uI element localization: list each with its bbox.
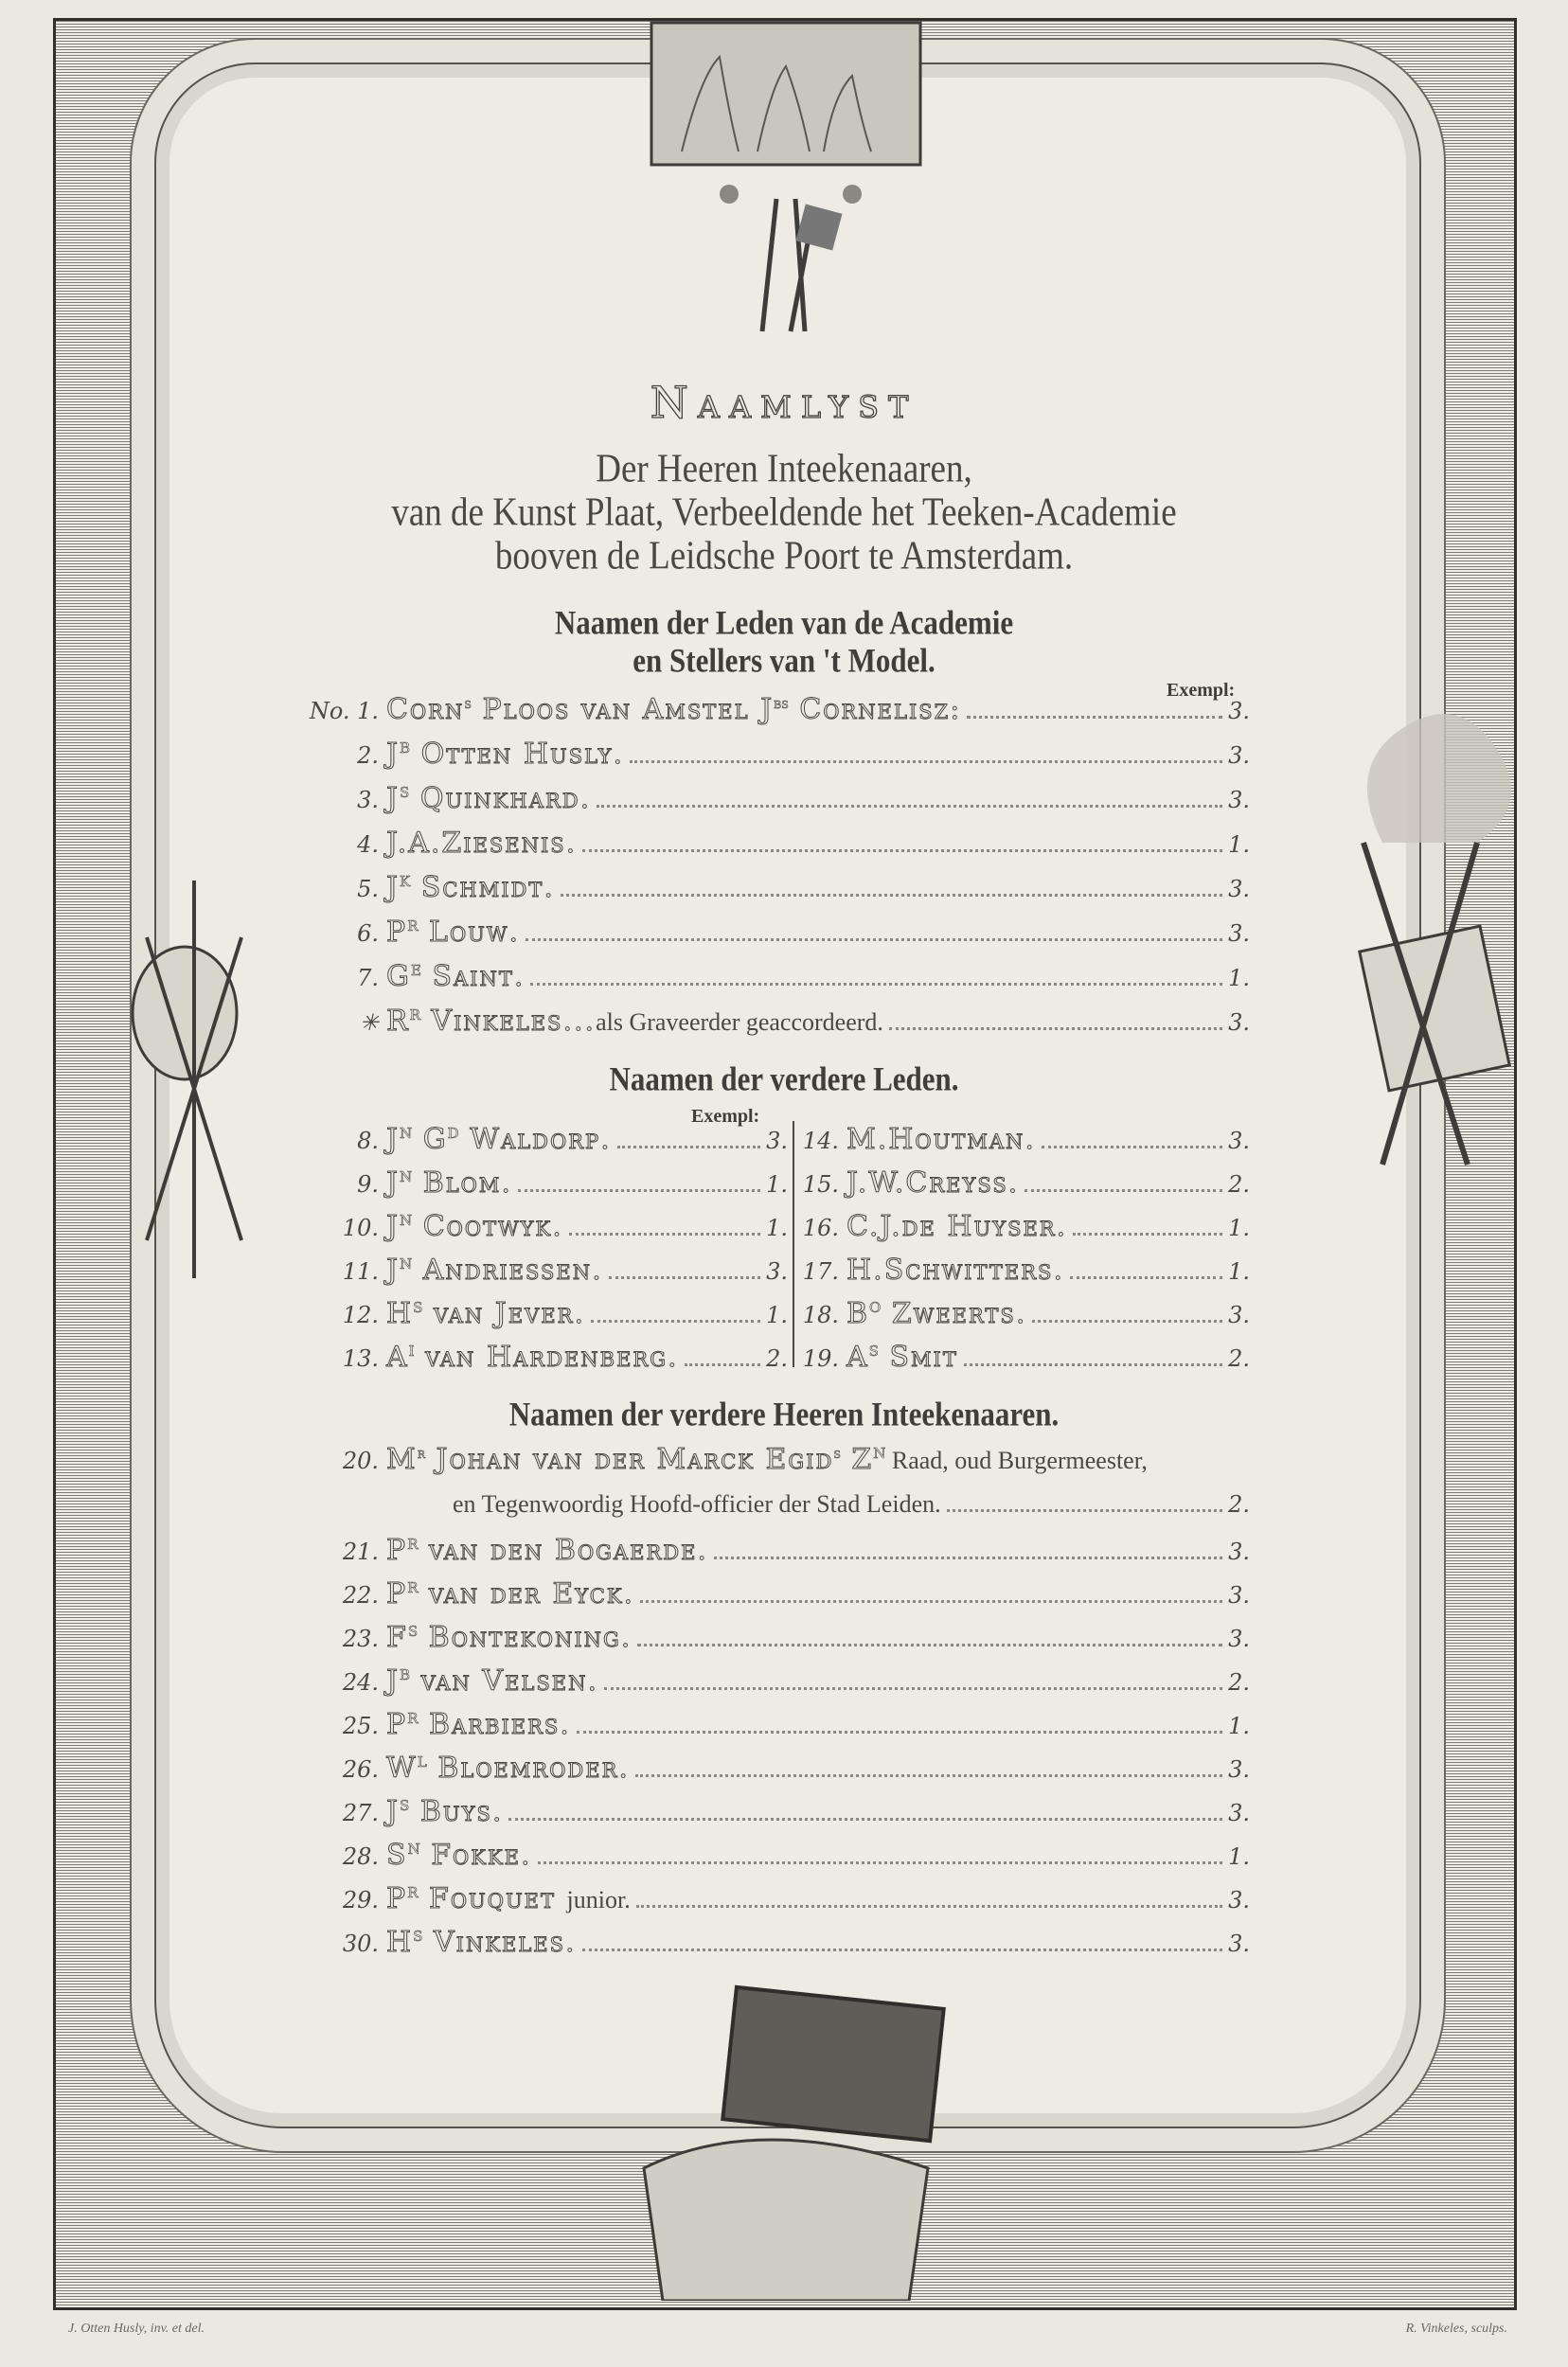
list-entry xyxy=(312,782,1250,824)
copies-count: 3. xyxy=(1228,1931,1250,1957)
name-text: P xyxy=(386,916,408,949)
copies-count: 1. xyxy=(766,1302,788,1328)
dot-leader xyxy=(637,1644,1222,1646)
title-abbrev-superscript: E xyxy=(410,962,421,979)
title-abbrev-superscript: S xyxy=(400,784,410,801)
entry-name xyxy=(386,1005,883,1038)
designer-credit: J. Otten Husly, inv. et del. xyxy=(68,2322,205,2336)
name-text: Cootwyk. xyxy=(412,1210,563,1243)
entry-number: 12. xyxy=(342,1302,379,1328)
framed-painting-ornament xyxy=(606,1979,1004,2301)
entry-number: 26. xyxy=(342,1756,379,1783)
column-divider xyxy=(793,1121,794,1367)
title-abbrev-superscript: R xyxy=(407,1536,419,1553)
copies-count: 3. xyxy=(1228,1128,1250,1154)
subtitle-line-1: Der Heeren Inteekenaaren, xyxy=(596,446,972,492)
copies-count: 3. xyxy=(1228,1626,1250,1652)
entry-name xyxy=(846,1123,1036,1156)
list-entry xyxy=(312,1254,788,1295)
name-text: P xyxy=(386,1708,408,1741)
title-abbrev-superscript: N xyxy=(873,1445,886,1462)
name-text: Quinkhard. xyxy=(409,782,592,815)
copies-count: 1. xyxy=(1228,1843,1250,1870)
list-entry xyxy=(312,1341,788,1382)
dot-leader xyxy=(635,1774,1222,1777)
title-abbrev-superscript: S xyxy=(400,1797,410,1814)
entry-number: 23. xyxy=(342,1626,379,1652)
list-entry xyxy=(312,1664,1250,1706)
dot-leader xyxy=(1070,1276,1222,1279)
list-entry xyxy=(312,1708,1250,1750)
name-text: Ploos van Amstel J xyxy=(471,693,775,726)
copies-count: 2. xyxy=(1228,1345,1250,1372)
entry-number: 6. xyxy=(357,920,379,947)
title-abbrev-superscript: N xyxy=(407,1841,420,1858)
entry-note: junior. xyxy=(566,1886,631,1913)
entry-20-line2 xyxy=(453,1486,941,1520)
name-text: G xyxy=(386,960,411,993)
name-text: Saint. xyxy=(420,960,526,993)
title-abbrev-superscript: S xyxy=(413,1299,423,1316)
entry-name xyxy=(846,1166,1019,1200)
section1-header-line-1: Naamen der Leden van de Academie xyxy=(554,603,1014,642)
name-text: Johan van der Marck Egid xyxy=(425,1443,834,1476)
subtitle-line-3: booven de Leidsche Poort te Amsterdam. xyxy=(494,533,1074,579)
dot-leader xyxy=(569,1233,760,1236)
name-text: A xyxy=(846,1341,869,1374)
copies-count: 3. xyxy=(1228,1887,1250,1913)
title-abbrev-superscript: s xyxy=(833,1445,841,1462)
entry-number: 21. xyxy=(342,1539,379,1565)
entry-number: 27. xyxy=(342,1800,379,1826)
entry-number: 30. xyxy=(342,1931,379,1957)
copies-count: 3. xyxy=(1228,1582,1250,1609)
name-text: J.A.Ziesenis. xyxy=(386,827,578,860)
list-entry xyxy=(284,693,1250,735)
entry-number: 3. xyxy=(357,787,379,813)
entry-name xyxy=(846,1297,1026,1330)
copies-count: 3. xyxy=(1228,920,1250,947)
entry-number: 19. xyxy=(802,1345,839,1372)
dot-leader xyxy=(518,1189,760,1192)
entry-note: als Graveerder geaccordeerd. xyxy=(596,1008,883,1036)
name-text: Bloemroder. xyxy=(426,1752,630,1785)
name-text: H xyxy=(386,1926,414,1959)
name-text: G xyxy=(412,1123,448,1156)
list-entry xyxy=(312,871,1250,913)
name-text: J xyxy=(386,782,401,815)
copies-count: 3. xyxy=(1228,1539,1250,1565)
dot-leader xyxy=(582,1949,1223,1951)
dot-leader xyxy=(1032,1320,1222,1323)
name-text: Andriessen. xyxy=(412,1254,603,1287)
entry-name xyxy=(386,1708,571,1741)
title-abbrev-superscript: bs xyxy=(774,695,789,712)
title-abbrev-superscript: N xyxy=(400,1168,413,1185)
dot-leader xyxy=(636,1905,1222,1908)
entry-name xyxy=(846,1254,1064,1287)
dot-leader xyxy=(582,849,1222,852)
dot-leader xyxy=(577,1731,1222,1734)
copies-count: 3. xyxy=(1228,1302,1250,1328)
list-entry xyxy=(312,916,1250,957)
name-text: van Jever. xyxy=(422,1297,586,1330)
entry-20-continuation xyxy=(453,1486,1250,1528)
copies-count: 1. xyxy=(766,1215,788,1241)
dot-leader xyxy=(609,1276,760,1279)
entry-name xyxy=(386,1926,577,1959)
name-text: W xyxy=(386,1752,418,1785)
name-text: J xyxy=(386,1123,401,1156)
copies-count: 3. xyxy=(1228,876,1250,902)
title-abbrev-superscript: I xyxy=(408,1343,415,1360)
list-entry xyxy=(797,1210,1250,1252)
name-text: B xyxy=(846,1297,870,1330)
list-entry xyxy=(312,960,1250,1002)
entry-name xyxy=(386,693,961,726)
copies-count: 3. xyxy=(1228,1009,1250,1036)
entry-number: 10. xyxy=(342,1215,379,1241)
title-abbrev-superscript: N xyxy=(400,1212,413,1229)
name-text: A xyxy=(386,1341,409,1374)
dot-leader xyxy=(508,1818,1222,1821)
entry-name xyxy=(386,1166,512,1200)
name-text: Barbiers. xyxy=(418,1708,571,1741)
subtitle-line-2: van de Kunst Plaat, Verbeeldende het Teeken-Academie xyxy=(391,489,1177,536)
copies-count: 2. xyxy=(1228,1669,1250,1696)
name-text: Waldorp. xyxy=(458,1123,612,1156)
name-text: Buys. xyxy=(409,1795,504,1828)
name-text: S xyxy=(386,1839,408,1872)
list-entry xyxy=(312,738,1250,779)
name-text: van den Bogaerde. xyxy=(418,1534,708,1567)
name-text: P xyxy=(386,1882,408,1915)
entry-number: 24. xyxy=(342,1669,379,1696)
name-text: Otten Husly. xyxy=(410,738,625,771)
entry-name xyxy=(846,1341,958,1374)
name-text: Vinkeles. xyxy=(422,1926,577,1959)
entry-number: ✳ xyxy=(359,1009,379,1036)
entry-number: No. 1. xyxy=(309,698,379,724)
title-abbrev-superscript: O xyxy=(869,1299,882,1316)
name-text: J xyxy=(386,1795,401,1828)
dot-leader xyxy=(526,938,1222,941)
name-text: Schmidt. xyxy=(410,871,555,904)
copies-count: 1. xyxy=(766,1171,788,1198)
document-title: Naamlyst xyxy=(650,377,918,428)
list-entry xyxy=(312,1882,1250,1924)
entry-name xyxy=(846,1210,1067,1243)
entry-number: 7. xyxy=(357,965,379,991)
name-text: Bontekoning. xyxy=(418,1621,633,1654)
title-abbrev-superscript: B xyxy=(400,1666,411,1683)
list-entry xyxy=(312,1795,1250,1837)
name-text: Smit xyxy=(878,1341,958,1374)
dot-leader xyxy=(889,1027,1222,1030)
copies-count: 1. xyxy=(1228,1258,1250,1285)
exempl-column-label: Exempl: xyxy=(1167,680,1236,701)
name-text: Cornelisz: xyxy=(788,693,962,726)
name-text: J xyxy=(386,738,401,771)
copies-count: 2. xyxy=(1228,1491,1250,1518)
entry-name xyxy=(386,782,591,815)
name-text: Blom. xyxy=(412,1166,512,1200)
name-text: van Velsen. xyxy=(410,1664,598,1698)
entry-number: 5. xyxy=(357,876,379,902)
list-entry xyxy=(312,1577,1250,1619)
entry-name xyxy=(386,1123,612,1156)
dot-leader xyxy=(630,760,1222,763)
name-text: C.J.de Huyser. xyxy=(846,1210,1068,1243)
entry-number: 11. xyxy=(342,1258,379,1285)
copies-count: 1. xyxy=(1228,1215,1250,1241)
title-abbrev-superscript: R xyxy=(409,1006,420,1023)
list-entry xyxy=(312,1534,1250,1575)
entry-number: 25. xyxy=(342,1713,379,1739)
title-abbrev-superscript: r xyxy=(417,1445,426,1462)
entry-name xyxy=(386,1839,532,1872)
section1-header-line-2: en Stellers van 't Model. xyxy=(633,641,935,680)
copies-count: 3. xyxy=(766,1128,788,1154)
name-text: J.W.Creyss. xyxy=(846,1166,1020,1200)
entry-number: 28. xyxy=(342,1843,379,1870)
entry-number: 13. xyxy=(342,1345,379,1372)
name-text: Fokke. xyxy=(419,1839,532,1872)
name-text: J xyxy=(386,1664,401,1698)
name-text: H.Schwitters. xyxy=(846,1254,1064,1287)
copies-count: 2. xyxy=(766,1345,788,1372)
copies-count: 3. xyxy=(1228,1800,1250,1826)
dot-leader xyxy=(964,1363,1222,1366)
entry-name xyxy=(386,1254,603,1287)
list-entry xyxy=(312,1621,1250,1663)
list-entry xyxy=(312,1297,788,1339)
name-text: Corn xyxy=(386,693,465,726)
list-entry xyxy=(797,1297,1250,1339)
dot-leader xyxy=(1073,1233,1222,1236)
entry-name xyxy=(386,1882,631,1915)
dot-leader xyxy=(640,1600,1222,1603)
name-text: J xyxy=(386,1210,401,1243)
name-text: F xyxy=(386,1621,408,1654)
name-text: M xyxy=(386,1443,418,1476)
engraver-credit: R. Vinkeles, sculps. xyxy=(1405,2322,1507,2336)
list-entry xyxy=(312,1752,1250,1793)
name-text: Zweerts. xyxy=(881,1297,1027,1330)
entry-name xyxy=(386,1795,503,1828)
list-entry xyxy=(797,1341,1250,1382)
name-text: J xyxy=(386,1166,401,1200)
name-text: van der Eyck. xyxy=(418,1577,635,1611)
dot-leader xyxy=(1042,1146,1222,1148)
entry-name xyxy=(386,1621,632,1654)
entry-number: 8. xyxy=(357,1128,379,1154)
entry-name xyxy=(386,916,520,949)
copies-count: 1. xyxy=(1228,1713,1250,1739)
entry-name xyxy=(386,1534,708,1567)
copies-count: 3. xyxy=(1228,787,1250,813)
dot-leader xyxy=(538,1861,1223,1864)
name-text: J xyxy=(386,871,401,904)
title-abbrev-superscript: R xyxy=(407,1710,419,1727)
entry-number: 16. xyxy=(802,1215,839,1241)
entry-number: 2. xyxy=(357,742,379,769)
entry-number: 29. xyxy=(342,1887,379,1913)
entry-number: 17. xyxy=(802,1258,839,1285)
list-entry xyxy=(797,1166,1250,1208)
dot-leader xyxy=(530,983,1222,986)
name-text: H xyxy=(386,1297,414,1330)
name-text: P xyxy=(386,1577,408,1611)
copies-count: 1. xyxy=(1228,965,1250,991)
entry-name xyxy=(386,1210,563,1243)
list-entry xyxy=(312,1166,788,1208)
copies-count: 3. xyxy=(1228,1756,1250,1783)
title-abbrev-superscript: L xyxy=(417,1753,427,1771)
title-abbrev-superscript: N xyxy=(400,1255,413,1272)
list-entry xyxy=(312,1926,1250,1967)
name-text: Louw. xyxy=(418,916,520,949)
name-text: Z xyxy=(840,1443,874,1476)
torch-and-drawing-trophy xyxy=(1326,691,1534,1184)
entry-name xyxy=(386,1664,598,1698)
title-abbrev-superscript: D xyxy=(447,1125,459,1142)
list-entry xyxy=(312,1123,788,1165)
name-text: P xyxy=(386,1534,408,1567)
entry-number: 18. xyxy=(802,1302,839,1328)
title-abbrev-superscript: K xyxy=(400,873,411,890)
copies-count: 3. xyxy=(1228,742,1250,769)
dot-leader xyxy=(597,805,1222,808)
dot-leader xyxy=(967,716,1222,719)
list-entry xyxy=(312,827,1250,868)
entry-name xyxy=(386,1297,585,1330)
copies-count: 3. xyxy=(766,1258,788,1285)
entry-number: 9. xyxy=(357,1171,379,1198)
name-text: Fouquet xyxy=(418,1882,567,1915)
dot-leader xyxy=(561,894,1222,897)
title-abbrev-superscript: S xyxy=(868,1343,879,1360)
title-abbrev-superscript: N xyxy=(400,1125,413,1142)
name-text: R xyxy=(386,1005,410,1038)
name-text: van Hardenberg. xyxy=(414,1341,679,1374)
dot-leader xyxy=(1025,1189,1222,1192)
entry-number: 20. xyxy=(342,1448,379,1474)
entry-number: 15. xyxy=(802,1171,839,1198)
section3-header: Naamen der verdere Heeren Inteekenaaren. xyxy=(508,1395,1060,1433)
section2-header: Naamen der verdere Leden. xyxy=(609,1059,959,1098)
entry-name xyxy=(386,1341,679,1374)
dot-leader xyxy=(685,1363,761,1366)
dot-leader xyxy=(714,1557,1222,1559)
entry-number: 22. xyxy=(342,1582,379,1609)
list-entry xyxy=(797,1123,1250,1165)
title-abbrev-superscript: R xyxy=(407,1884,419,1901)
dot-leader xyxy=(617,1146,760,1148)
entry-name xyxy=(386,960,525,993)
list-entry xyxy=(797,1254,1250,1295)
name-text: J xyxy=(386,1254,401,1287)
entry-name xyxy=(386,1752,630,1785)
title-abbrev-superscript: s xyxy=(464,695,472,712)
title-abbrev-superscript: R xyxy=(407,1579,419,1596)
title-abbrev-superscript: S xyxy=(413,1928,423,1945)
list-entry xyxy=(312,1005,1250,1046)
title-abbrev-superscript: B xyxy=(400,739,411,756)
exempl-column-label-2: Exempl: xyxy=(691,1106,760,1127)
title-abbrev-superscript: R xyxy=(407,917,419,934)
copies-count: 2. xyxy=(1228,1171,1250,1198)
entry-note: Raad, oud Burgermeester, xyxy=(885,1447,1148,1474)
list-entry xyxy=(312,1443,1288,1485)
list-entry xyxy=(312,1210,788,1252)
entry-name xyxy=(386,738,624,771)
relief-and-tools-ornament xyxy=(597,19,975,341)
dot-leader xyxy=(604,1687,1222,1690)
copies-count: 3. xyxy=(1228,698,1250,724)
entry-name xyxy=(386,827,577,860)
dot-leader xyxy=(947,1509,1222,1512)
entry-number: 14. xyxy=(802,1128,839,1154)
name-text: Vinkeles... xyxy=(419,1005,597,1038)
list-entry xyxy=(312,1839,1250,1880)
title-abbrev-superscript: S xyxy=(407,1623,419,1640)
copies-count: 1. xyxy=(1228,831,1250,858)
name-text: M.Houtman. xyxy=(846,1123,1036,1156)
entry-name xyxy=(386,871,555,904)
dot-leader xyxy=(591,1320,760,1323)
entry-number: 4. xyxy=(357,831,379,858)
entry-name xyxy=(386,1577,634,1611)
entry-note: en Tegenwoordig Hoofd-officier der Stad Leiden. xyxy=(453,1490,941,1518)
entry-name xyxy=(386,1443,1148,1476)
